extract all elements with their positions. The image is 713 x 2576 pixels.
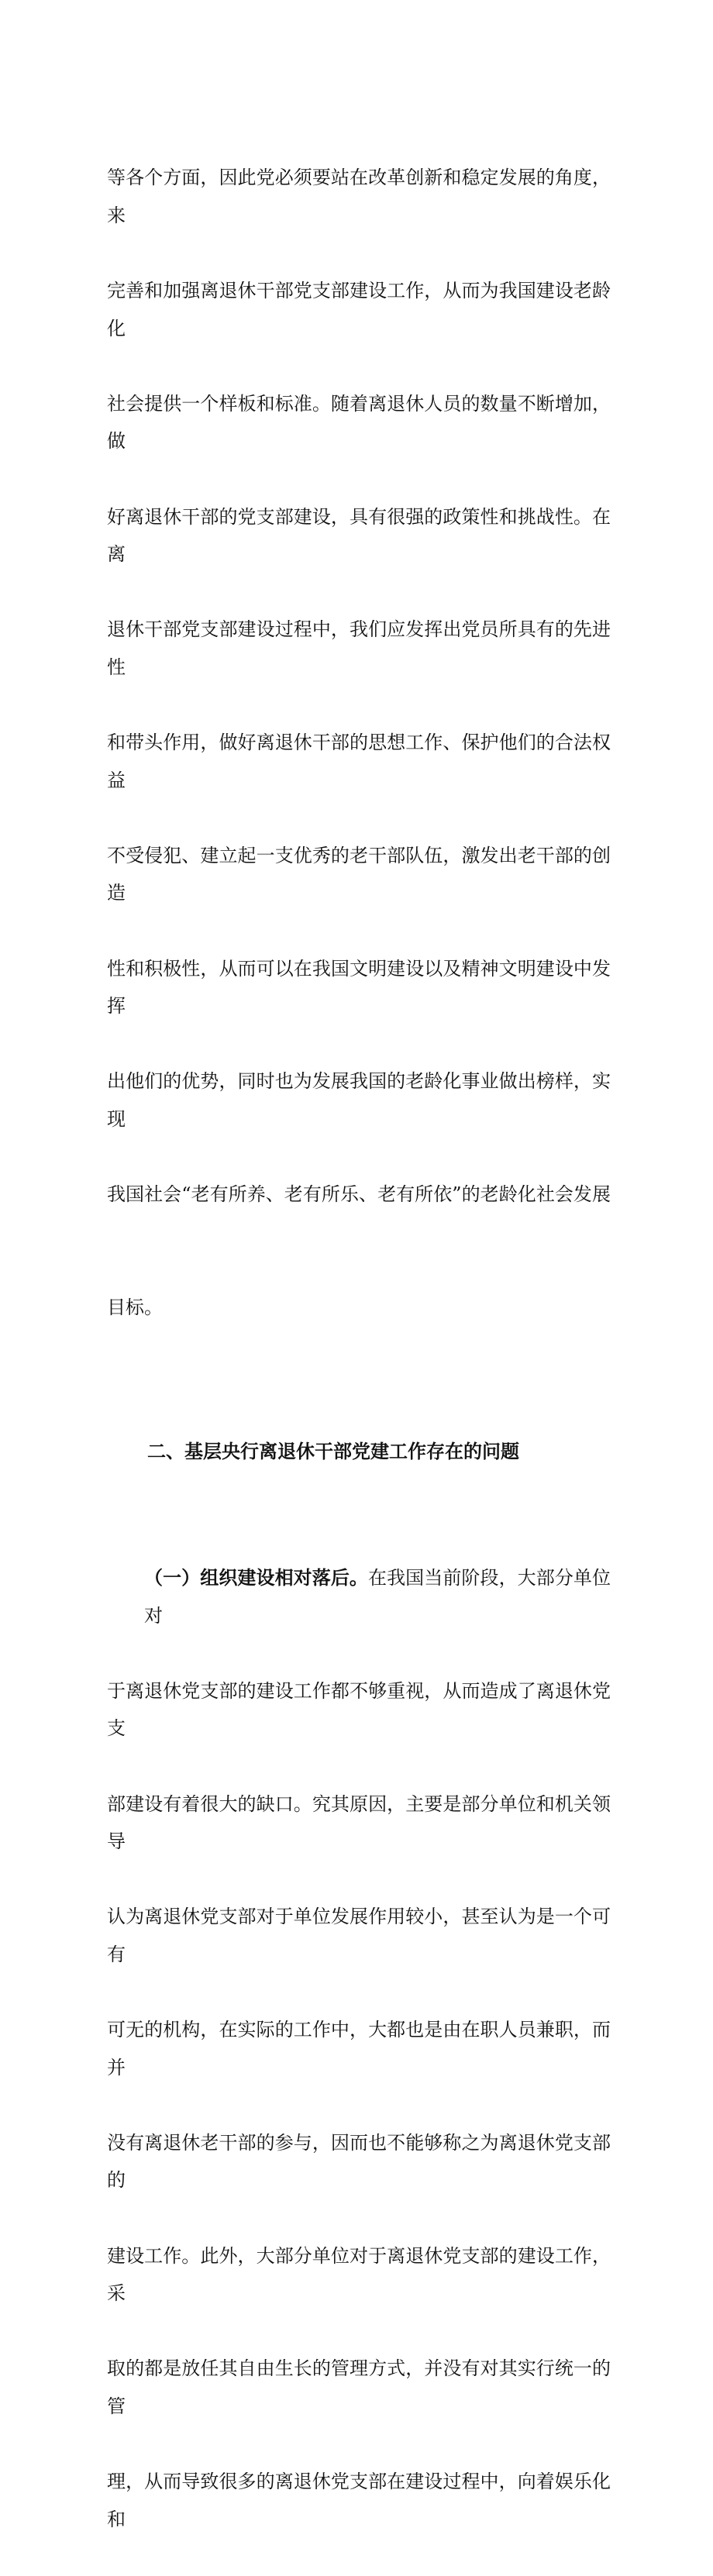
text-line: 部建设有着很大的缺口。究其原因，主要是部分单位和机关领导 [107, 1793, 611, 1853]
text-line: 没有离退休老干部的参与，因而也不能够称之为离退休党支部的 [107, 2131, 611, 2192]
text-line: 完善和加强离退休干部党支部建设工作，从而为我国建设老龄化 [107, 279, 611, 339]
document-page [107, 84, 611, 2576]
text-line: 和带头作用，做好离退休干部的思想工作、保护他们的合法权益 [107, 732, 611, 791]
paragraph-2 [107, 1484, 611, 2576]
text-line: 于离退休党支部的建设工作都不够重视，从而造成了离退休党支 [107, 1679, 611, 1740]
text-line: 好离退休干部的党支部建设，具有很强的政策性和挑战性。在离 [107, 505, 611, 566]
text-line: 建设工作。此外，大部分单位对于离退休党支部的建设工作，采 [107, 2244, 611, 2305]
text-line: 社会提供一个样板和标准。随着离退休人员的数量不断增加，做 [107, 392, 611, 453]
text-line: 出他们的优势，同时也为发展我国的老龄化事业做出榜样，实现 [107, 1070, 611, 1131]
text-line: 退休干部党支部建设过程中，我们应发挥出党员所具有的先进性 [107, 618, 611, 678]
paragraph-1 [107, 84, 611, 1402]
text-line: 取的都是放任其自由生长的管理方式，并没有对其实行统一的管 [107, 2357, 611, 2418]
text-line: 等各个方面，因此党必须要站在改革创新和稳定发展的角度，来 [107, 167, 611, 226]
section-heading: 二、基层央行离退休干部党建工作存在的问题 [147, 1440, 519, 1462]
text-line: 认为离退休党支部对于单位发展作用较小，甚至认为是一个可有 [107, 1906, 611, 1965]
text-line: 我国社会“老有所养、老有所乐、老有所依”的老龄化社会发展 [107, 1183, 611, 1206]
text-line-first [107, 1559, 611, 1627]
text-line: 目标。 [107, 1297, 163, 1318]
text-line: 性和积极性，从而可以在我国文明建设以及精神文明建设中发挥 [107, 957, 611, 1018]
subheading-lead: （一）组织建设相对落后。 [144, 1566, 368, 1589]
text-line: 可无的机构，在实际的工作中，大都也是由在职人员兼职，而并 [107, 2019, 611, 2078]
text-line: 不受侵犯、建立起一支优秀的老干部队伍，激发出老干部的创造 [107, 844, 611, 904]
text-fragment: 在我国当前阶段，大部分单位对 [144, 1566, 611, 1627]
text-line: 理，从而导致很多的离退休党支部在建设过程中，向着娱乐化和 [107, 2471, 611, 2530]
